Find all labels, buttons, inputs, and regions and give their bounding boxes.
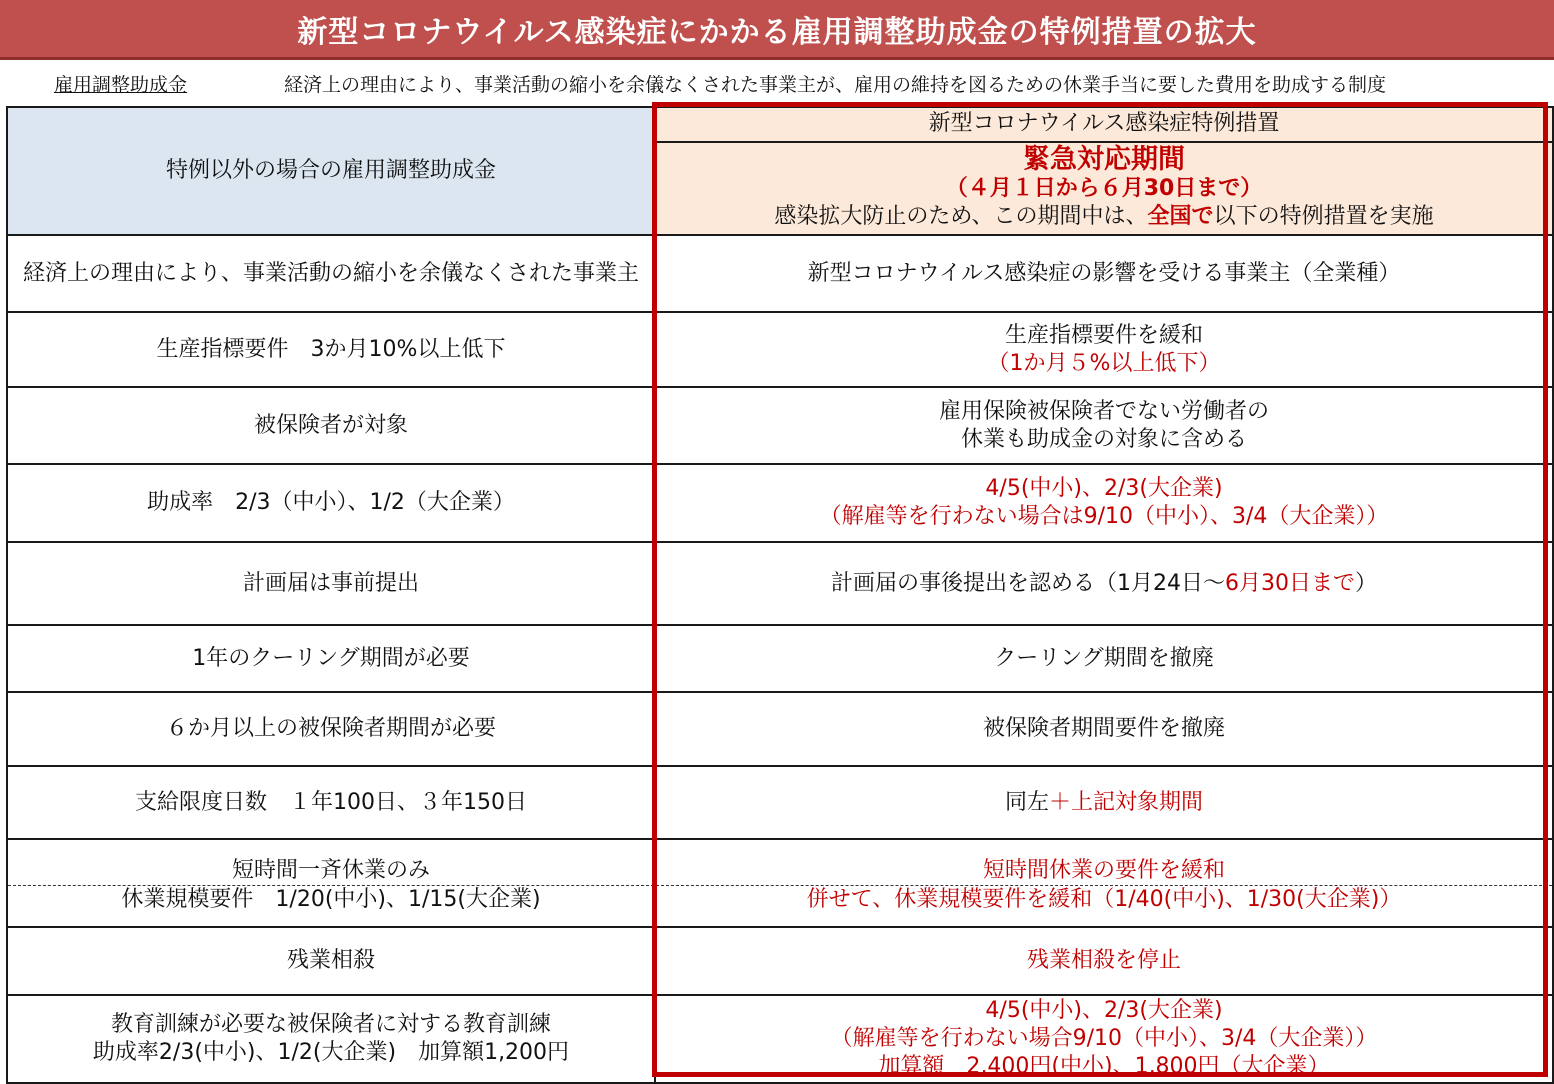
left-line-1: 教育訓練が必要な被保険者に対する教育訓練 xyxy=(110,1012,551,1037)
left-cell: 1年のクーリング期間が必要 xyxy=(7,625,655,692)
right-cell: 残業相殺を停止 xyxy=(655,927,1553,995)
table-row xyxy=(7,387,1553,464)
left-cell: 被保険者が対象 xyxy=(7,387,655,464)
comparison-table xyxy=(6,106,1554,1084)
right-cell xyxy=(655,387,1553,464)
right-line-1: 4/5(中小)、2/3(大企業) xyxy=(985,476,1223,501)
right-cell: 被保険者期間要件を撤廃 xyxy=(655,692,1553,766)
table-row xyxy=(7,692,1553,766)
table-row xyxy=(7,766,1553,839)
table-row xyxy=(7,839,1553,927)
right-cell: クーリング期間を撤廃 xyxy=(655,625,1553,692)
table-row xyxy=(7,464,1553,542)
definition-description: 経済上の理由により、事業活動の縮小を余儀なくされた事業主が、雇用の維持を図るための休業手当に要した費用を助成する制度 xyxy=(284,74,1387,96)
left-cell: 生産指標要件 3か月10%以上低下 xyxy=(7,312,655,387)
left-cell xyxy=(7,839,655,927)
period-note-post: 以下の特例措置を実施 xyxy=(1213,204,1434,230)
left-cell: 助成率 2/3（中小）、1/2（大企業） xyxy=(7,464,655,542)
right-text-em: 6月30日まで xyxy=(1224,570,1355,596)
left-line-1: 短時間一斉休業のみ xyxy=(231,857,430,883)
period-note-pre: 感染拡大防止のため、この期間中は、 xyxy=(774,204,1148,230)
right-cell xyxy=(655,542,1553,625)
left-header-text: 特例以外の場合の雇用調整助成金 xyxy=(165,158,496,183)
left-line-2: 助成率2/3(中小)、1/2(大企業) 加算額1,200円 xyxy=(92,1040,570,1065)
left-cell xyxy=(7,995,655,1083)
right-line-1: 短時間休業の要件を緩和 xyxy=(982,857,1225,883)
table-row xyxy=(7,542,1553,625)
right-text-pre: 計画届の事後提出を認める（1月24日～ xyxy=(830,570,1225,596)
right-cell xyxy=(655,312,1553,387)
table-row xyxy=(7,312,1553,387)
right-line-2: 休業も助成金の対象に含める xyxy=(960,426,1247,452)
left-cell: 経済上の理由により、事業活動の縮小を余儀なくされた事業主 xyxy=(7,235,655,312)
right-text-pre: 同左 xyxy=(1004,789,1049,815)
period-note-em: 全国で xyxy=(1147,204,1214,230)
right-cell xyxy=(655,995,1553,1083)
table-row xyxy=(7,625,1553,692)
right-cell xyxy=(655,464,1553,542)
table-header-row xyxy=(7,107,1553,142)
right-cell xyxy=(655,839,1553,927)
right-line-3: 加算額 2,400円(中小)、1,800円（大企業） xyxy=(878,1054,1330,1079)
right-line-1: 生産指標要件を緩和 xyxy=(1004,322,1203,348)
right-cell: 新型コロナウイルス感染症の影響を受ける事業主（全業種） xyxy=(655,235,1553,312)
right-header-title: 新型コロナウイルス感染症特例措置 xyxy=(928,111,1280,137)
table-row xyxy=(7,995,1553,1083)
right-line-1: 4/5(中小)、2/3(大企業) xyxy=(985,998,1223,1023)
period-title: 緊急対応期間 xyxy=(1023,144,1185,176)
left-cell: 残業相殺 xyxy=(7,927,655,995)
left-cell: 計画届は事前提出 xyxy=(7,542,655,625)
page-title: 新型コロナウイルス感染症にかかる雇用調整助成金の特例措置の拡大 xyxy=(297,14,1257,50)
title-banner xyxy=(0,0,1554,60)
right-line-2: （解雇等を行わない場合は9/10（中小）、3/4（大企業）） xyxy=(819,504,1389,529)
table-row xyxy=(7,927,1553,995)
right-text-em: ＋上記対象期間 xyxy=(1049,789,1204,815)
definition-row xyxy=(0,66,1554,98)
left-header-cell xyxy=(7,107,655,235)
table-row xyxy=(7,235,1553,312)
right-line-2: （1か月５%以上低下） xyxy=(987,350,1221,376)
left-cell: 支給限度日数 １年100日、３年150日 xyxy=(7,766,655,839)
right-line-2: 併せて、休業規模要件を緩和（1/40(中小)、1/30(大企業)） xyxy=(656,885,1552,914)
right-text-post: ） xyxy=(1354,570,1377,596)
right-line-2: （解雇等を行わない場合9/10（中小）、3/4（大企業）） xyxy=(830,1026,1378,1051)
right-header-title-cell xyxy=(655,107,1553,142)
right-header-period-cell xyxy=(655,142,1553,235)
left-cell: ６か月以上の被保険者期間が必要 xyxy=(7,692,655,766)
period-note xyxy=(662,203,1546,231)
right-cell xyxy=(655,766,1553,839)
right-line-1: 雇用保険被保険者でない労働者の xyxy=(938,398,1269,424)
period-range: （４月１日から６月30日まで） xyxy=(945,176,1263,202)
definition-label: 雇用調整助成金 xyxy=(54,74,188,96)
left-line-2: 休業規模要件 1/20(中小)、1/15(大企業) xyxy=(8,885,654,914)
